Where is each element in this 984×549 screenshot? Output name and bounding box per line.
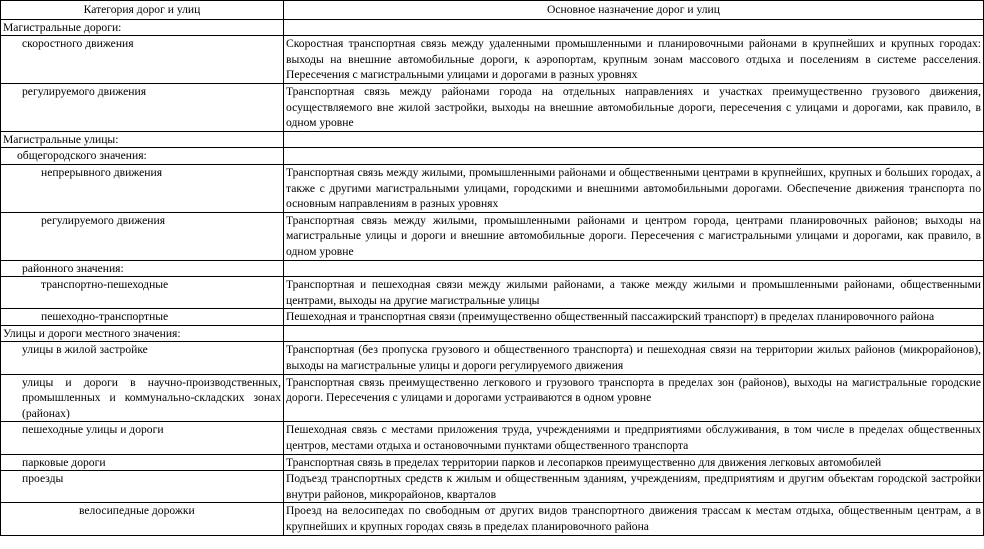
table-row [1, 148, 984, 165]
table-row [1, 277, 984, 309]
purpose-cell: Транспортная связь преимущественно легкового и грузового транспорта в пределах зон (районов), выходы на магистральные городские дороги. Пересечения с улицами и дорогами устраиваются в одном уровне [284, 374, 984, 422]
header-purpose: Основное назначение дорог и улиц [284, 1, 984, 20]
table-row [1, 131, 984, 148]
table-row [1, 260, 984, 277]
table-header-row [1, 1, 984, 20]
table-row [1, 454, 984, 471]
table-row [1, 36, 984, 84]
category-cell: улицы и дороги в научно-производственных, промышленных и коммунально-складских зонах (районах) [1, 374, 284, 422]
category-cell: Улицы и дороги местного значения: [1, 325, 284, 342]
category-cell: парковые дороги [1, 454, 284, 471]
table-row [1, 309, 984, 326]
table-row [1, 212, 984, 260]
purpose-cell: Транспортная связь в пределах территории парков и лесопарков преимущественно для движения легковых автомобилей [284, 454, 984, 471]
table-row [1, 19, 984, 36]
category-cell: непрерывного движения [1, 164, 284, 212]
category-cell: регулируемого движения [1, 212, 284, 260]
category-cell: улицы в жилой застройке [1, 342, 284, 374]
table-row [1, 374, 984, 422]
category-cell: районного значения: [1, 260, 284, 277]
purpose-cell [284, 148, 984, 165]
purpose-cell: Скоростная транспортная связь между удаленными промышленными и планировочными районами в крупнейших и крупных городах: выходы на внешние автомобильные дороги, к аэропортам, крупным зонам массового отдыха и поселениям в системе расселения. Пересечения с магистральными улицами и дорогами в разных уровнях [284, 36, 984, 84]
purpose-cell: Транспортная (без пропуска грузового и общественного транспорта) и пешеходная связи на территории жилых районов (микрорайонов), выходы на магистральные улицы и дороги регулируемого движения [284, 342, 984, 374]
purpose-cell: Пешеходная и транспортная связи (преимущественно общественный пассажирский транспорт) в пределах планировочного района [284, 309, 984, 326]
purpose-cell: Проезд на велосипедах по свободным от других видов транспортного движения трассам к местам отдыха, общественным центрам, а в крупнейших и крупных городах связь в пределах планировочного района [284, 503, 984, 535]
header-category: Категория дорог и улиц [1, 1, 284, 20]
category-cell: регулируемого движения [1, 83, 284, 131]
table-row [1, 342, 984, 374]
category-cell: пешеходные улицы и дороги [1, 422, 284, 454]
purpose-cell [284, 19, 984, 36]
table-row [1, 471, 984, 503]
purpose-cell: Транспортная связь между районами города на отдельных направлениях и участках преимущественно грузового движения, осуществляемого вне жилой застройки, выходы на внешние автомобильные дороги, пересечения с улицами и дорогами, как правило, в одном уровне [284, 83, 984, 131]
purpose-cell [284, 131, 984, 148]
table-row [1, 503, 984, 535]
category-cell: скоростного движения [1, 36, 284, 84]
category-cell: транспортно-пешеходные [1, 277, 284, 309]
purpose-cell: Транспортная связь между жилыми, промышленными районами и центром города, центрами планировочных районов; выходы на магистральные улицы и дороги и внешние автомобильные дороги. Пересечения с магистральными улицами и дорогами, как правило, в одном уровне [284, 212, 984, 260]
purpose-cell [284, 260, 984, 277]
table-row [1, 325, 984, 342]
category-cell: Магистральные дороги: [1, 19, 284, 36]
table-row [1, 164, 984, 212]
purpose-cell: Пешеходная связь с местами приложения труда, учреждениями и предприятиями обслуживания, в том числе в пределах общественных центров, местами отдыха и остановочными пунктами общественного транспорта [284, 422, 984, 454]
purpose-cell: Подъезд транспортных средств к жилым и общественным зданиям, учреждениям, предприятиям и другим объектам городской застройки внутри районов, микрорайонов, кварталов [284, 471, 984, 503]
purpose-cell: Транспортная связь между жилыми, промышленными районами и общественными центрами в крупнейших, крупных и больших городах, а также с другими магистральными улицами, городскими и внешними автомобильными дорогами. Обеспечение движения транспорта по основным направлениям в разных уровнях [284, 164, 984, 212]
purpose-cell: Транспортная и пешеходная связи между жилыми районами, а также между жилыми и промышленными районами, общественными центрами, выходы на другие магистральные улицы [284, 277, 984, 309]
category-cell: велосипедные дорожки [1, 503, 284, 535]
category-cell: Магистральные улицы: [1, 131, 284, 148]
category-cell: проезды [1, 471, 284, 503]
purpose-cell [284, 325, 984, 342]
table-row [1, 422, 984, 454]
category-cell: общегородского значения: [1, 148, 284, 165]
table-row [1, 83, 984, 131]
category-cell: пешеходно-транспортные [1, 309, 284, 326]
